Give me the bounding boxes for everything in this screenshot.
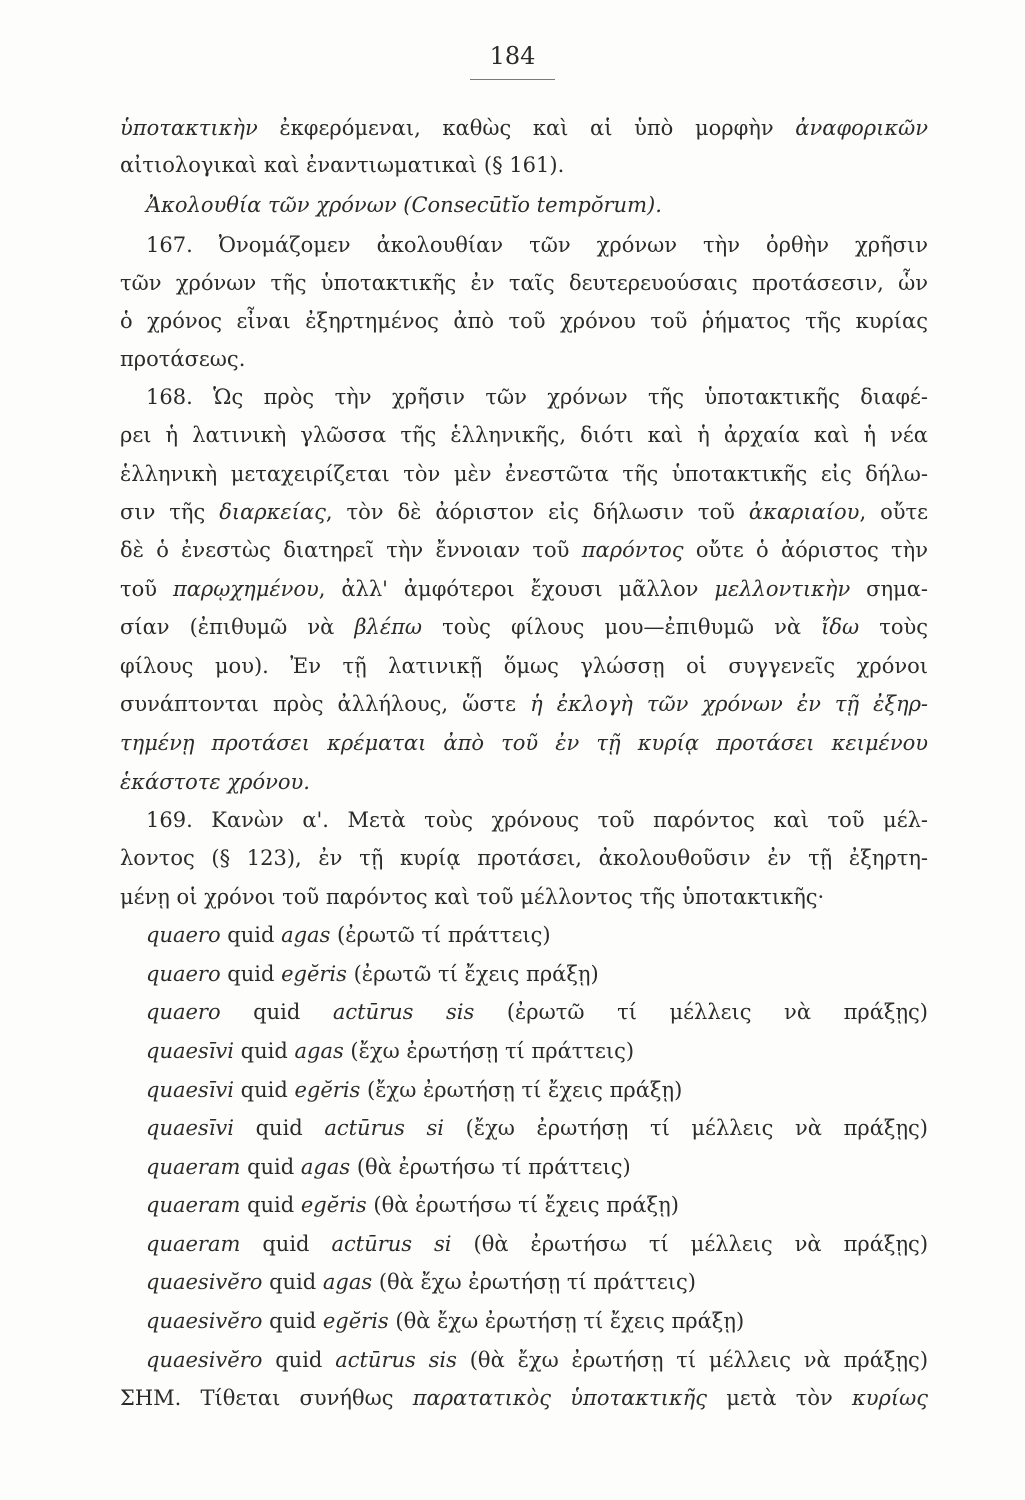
italic-span: quaesīvi [146,1116,234,1140]
text-span: 167. Ὀνομάζομεν ἀκολουθίαν τῶν χρόνων τὴν ὀρθὴν χρῆσιν [146,233,928,257]
text-span: συνάπτονται πρὸς ἀλλήλους, ὥστε [120,692,531,716]
text-line [120,1383,928,1413]
text-line [120,574,928,604]
italic-span: quaeram [146,1155,241,1179]
text-line [120,689,928,719]
italic-span: παρῳχημένου [172,577,319,601]
text-line [120,268,928,298]
italic-span: quaeram [146,1193,241,1217]
text-span: (ἐρωτῶ τί πράττεις) [330,923,551,947]
italic-span: κυρίως [851,1386,928,1410]
italic-span: quaesīvi [146,1039,234,1063]
text-line [146,1229,928,1259]
text-span: quid [220,923,282,947]
text-line [120,306,928,336]
text-line [120,728,928,758]
italic-span: actūrus sis [332,1000,475,1024]
text-line [120,459,928,489]
text-line [146,190,928,220]
text-span: (θὰ ἐρωτήσω τί ἔχεις πράξῃ) [366,1193,679,1217]
text-line [146,1036,928,1066]
text-span: μετὰ τὸν [707,1386,852,1410]
text-span: quid [234,1078,295,1102]
italic-span: actūrus sis [335,1348,457,1372]
italic-span: egĕris [294,1078,361,1102]
text-span: (θὰ ἔχω ἐρωτήσῃ τί μέλλεις νὰ πράξῃς) [456,1348,929,1372]
italic-span: egĕris [300,1193,367,1217]
text-span: quid [262,1348,336,1372]
text-span: οὔτε ὁ ἀόριστος τὴν [683,538,928,562]
text-span: ρει ἡ λατινικὴ γλῶσσα τῆς ἑλληνικῆς, διότι καὶ ἡ ἀρχαία καὶ ἡ νέα [120,423,928,447]
text-line [120,535,928,565]
text-span: quid [220,962,282,986]
text-span: quid [262,1270,323,1294]
text-span: , οὔτε [859,500,928,524]
text-span: (ἐρωτῶ τί ἔχεις πράξῃ) [346,962,599,986]
text-line [120,882,928,912]
text-span: τοὺς φίλους μου—ἐπιθυμῶ νὰ [422,615,822,639]
text-span: προτάσεως. [120,347,246,371]
italic-span: egĕris [281,962,347,986]
page-number: 184 [489,42,536,70]
text-span [551,1386,570,1410]
text-span: σημα- [850,577,928,601]
text-line [120,843,928,873]
text-span: (θὰ ἔχω ἐρωτήσῃ τί πράττεις) [372,1270,696,1294]
text-line [146,997,928,1027]
text-span: ὁ χρόνος εἶναι ἐξηρτημένος ἀπὸ τοῦ χρόνου τοῦ ῥήματος τῆς κυρίας [120,309,928,333]
text-line [146,1113,928,1143]
text-span: σίαν (ἐπιθυμῶ νὰ [120,615,355,639]
text-span: (ἔχω ἐρωτήσῃ τί ἔχεις πράξῃ) [360,1078,683,1102]
text-span: , τὸν δὲ ἀόριστον εἰς δήλωσιν τοῦ [325,500,749,524]
text-span: 169. Κανὼν α'. Μετὰ τοὺς χρόνους τοῦ παρόντος καὶ τοῦ μέλ- [146,808,928,832]
text-span: (ἔχω ἐρωτήσῃ τί πράττεις) [343,1039,635,1063]
text-line [120,612,928,642]
italic-span: agas [281,923,331,947]
text-span: ΣΗΜ. Τίθεται συνήθως [120,1386,413,1410]
italic-span: ἡ ἐκλογὴ τῶν χρόνων ἐν τῇ ἐξηρ- [530,692,929,716]
text-line [146,1267,928,1297]
italic-span: ὑποτακτικὴν [120,116,258,140]
italic-span: παρατατικὸς [412,1386,552,1410]
italic-span: τημένῃ προτάσει κρέμαται ἀπὸ τοῦ ἐν τῇ κυρίᾳ προτάσει κειμένου [120,731,928,755]
italic-span: ἴδω [821,615,860,639]
italic-span: agas [322,1270,373,1294]
italic-span: παρόντος [581,538,684,562]
text-line [146,1306,928,1336]
header-rule [470,79,555,80]
text-line [120,344,928,374]
italic-span: ἑκάστοτε χρόνου. [120,770,310,794]
text-span: ἐκφερόμεναι, καθὼς καὶ αἱ ὑπὸ μορφὴν [257,116,796,140]
italic-span: quaeram [146,1232,241,1256]
text-line [146,805,928,835]
italic-span: ὑποτακτικῆς [570,1386,708,1410]
italic-span: ἀναφορικῶν [795,116,928,140]
text-line [120,651,928,681]
text-span: αἰτιολογικαὶ καὶ ἐναντιωματικαὶ (§ 161). [120,153,565,177]
text-span: (θὰ ἔχω ἐρωτήσῃ τί ἔχεις πράξῃ) [388,1309,745,1333]
italic-span: quaesīvi [146,1078,234,1102]
italic-span: quaero [146,962,221,986]
italic-span: quaesivĕro [146,1348,263,1372]
text-span: (ἐρωτῶ τί μέλλεις νὰ πράξῃς) [474,1000,928,1024]
text-span: , ἀλλ' ἀμφότεροι ἔχουσι μᾶλλον [318,577,715,601]
italic-span: egĕris [322,1309,389,1333]
italic-span: quaero [146,923,221,947]
text-line [146,920,928,950]
text-span: φίλους μου). Ἐν τῇ λατινικῇ ὅμως γλώσσῃ οἱ συγγενεῖς χρόνοι [120,654,928,678]
text-span: δὲ ὁ ἐνεστὼς διατηρεῖ τὴν ἔννοιαν τοῦ [120,538,582,562]
text-span: quid [220,1000,333,1024]
text-span: quid [240,1232,332,1256]
text-span: quid [262,1309,323,1333]
text-line [120,497,928,527]
text-line [146,959,928,989]
italic-span: agas [300,1155,351,1179]
text-line [146,1190,928,1220]
text-span: (θὰ ἐρωτήσω τί μέλλεις νὰ πράξῃς) [451,1232,929,1256]
text-span: λοντος (§ 123), ἐν τῇ κυρίᾳ προτάσει, ἀκολουθοῦσιν ἐν τῇ ἐξηρτη- [120,846,928,870]
text-span: quid [234,1116,325,1140]
italic-span: διαρκείας [219,500,326,524]
text-line [120,767,928,797]
text-line [120,150,928,180]
text-line [146,230,928,260]
text-line [146,1075,928,1105]
italic-span: actūrus si [324,1116,445,1140]
italic-span: quaesivĕro [146,1270,263,1294]
italic-span: actūrus si [331,1232,452,1256]
text-span: (θὰ ἐρωτήσω τί πράττεις) [350,1155,631,1179]
text-span: quid [234,1039,295,1063]
italic-span: ἀκαριαίου [748,500,860,524]
italic-span: μελλοντικὴν [714,577,851,601]
text-line [146,1345,928,1375]
text-span: τῶν χρόνων τῆς ὑποτακτικῆς ἐν ταῖς δευτερευούσαις προτάσεσιν, ὧν [120,271,928,295]
italic-span: βλέπω [354,615,423,639]
text-line [120,113,928,143]
text-span: τοὺς [859,615,928,639]
text-span: μένῃ οἱ χρόνοι τοῦ παρόντος καὶ τοῦ μέλλοντος τῆς ὑποτακτικῆς· [120,885,825,909]
text-span: τοῦ [120,577,173,601]
text-span: ἑλληνικὴ μεταχειρίζεται τὸν μὲν ἐνεστῶτα τῆς ὑποτακτικῆς εἰς δήλω- [120,462,928,486]
text-span: 168. Ὡς πρὸς τὴν χρῆσιν τῶν χρόνων τῆς ὑποτακτικῆς διαφέ- [146,385,928,409]
text-span: (ἔχω ἐρωτήσῃ τί μέλλεις νὰ πράξῃς) [444,1116,929,1140]
text-span: σιν τῆς [120,500,220,524]
text-line [146,1152,928,1182]
text-line [146,382,928,412]
italic-span: agas [294,1039,344,1063]
italic-span: Ἀκολουθία τῶν χρόνων (Consecūtĭo tempŏrum). [146,193,662,217]
text-line [120,420,928,450]
italic-span: quaero [146,1000,221,1024]
text-span: quid [240,1193,301,1217]
text-span: quid [240,1155,301,1179]
italic-span: quaesivĕro [146,1309,263,1333]
